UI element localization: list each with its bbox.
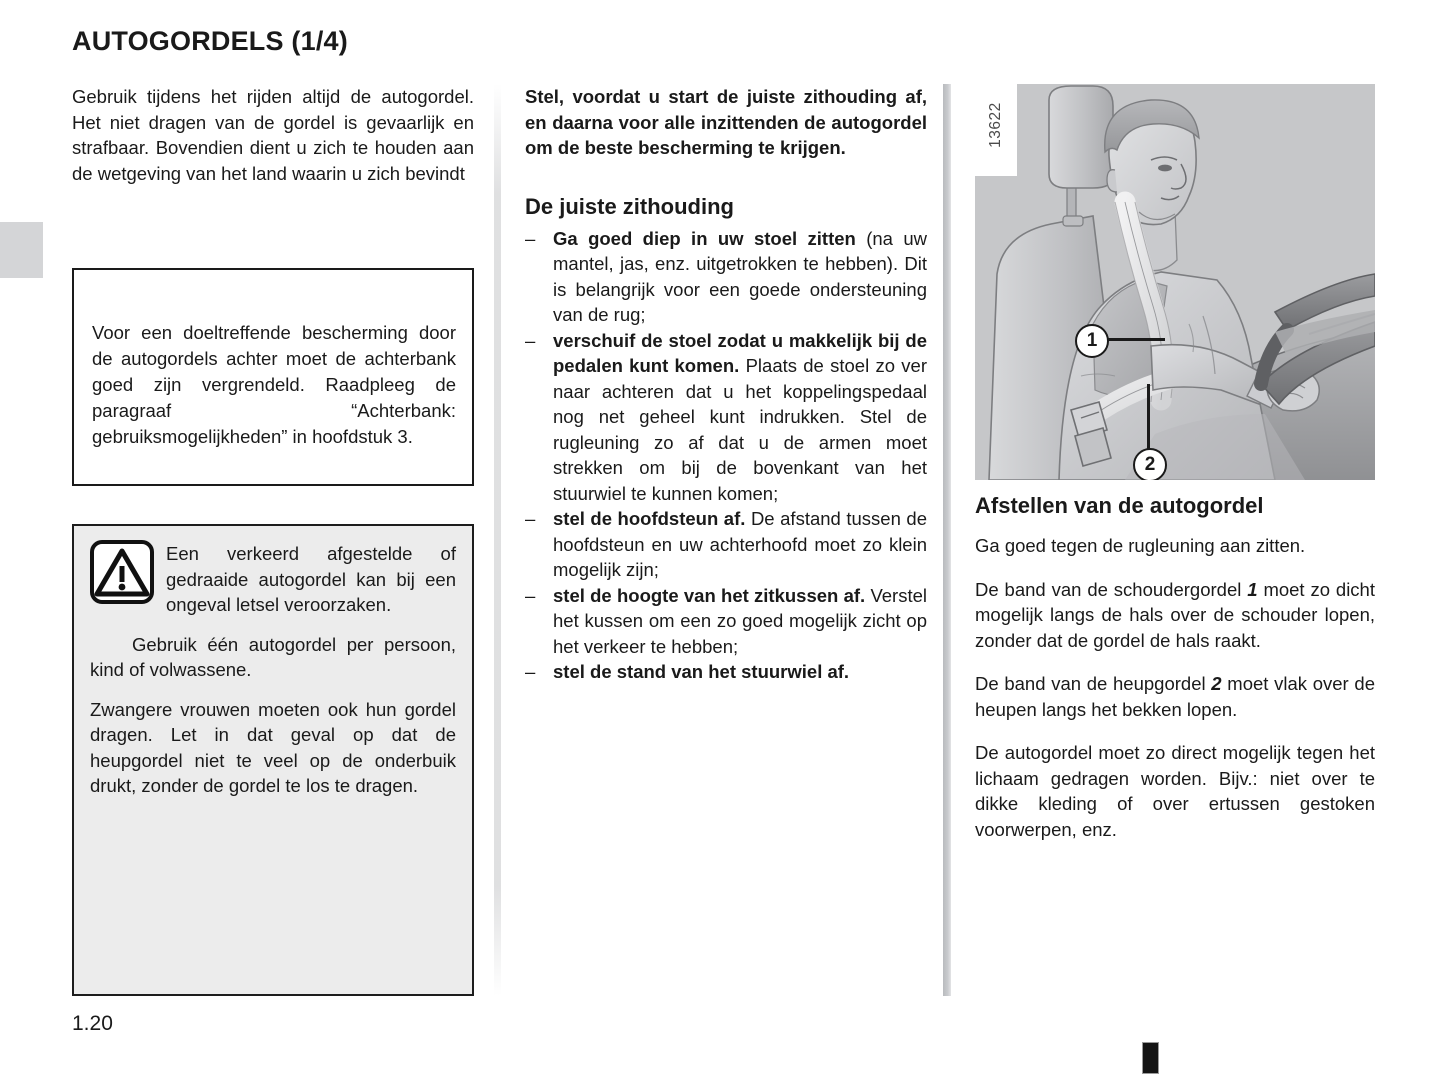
list-item-rest: (na uw mantel, jas, enz. uitgetrokken te hebben). Dit is belangrijk voor een goede ondersteuning van de rug; (553, 227, 927, 325)
callout-1: 1 (1075, 324, 1109, 358)
warning-paragraph-1: Een verkeerd afgestelde of gedraaide autogordel kan bij een ongeval letsel veroorzaken. (166, 543, 456, 615)
list-item-rest: Verstel het kussen om een zo goed mogelijk zicht op het verkeer te hebben; (553, 584, 928, 657)
list-dash: – (525, 329, 536, 351)
driver-wearing-seatbelt-illustration (975, 84, 1375, 480)
callout-2: 2 (1133, 448, 1167, 480)
lap-belt-reference: 2 (1211, 673, 1222, 694)
list-dash: – (525, 661, 536, 682)
column-two (525, 84, 927, 685)
heading-afstellen-autogordel: Afstellen van de autogordel (975, 493, 1264, 518)
note-box-text: Voor een doeltreffende bescherming door de autogordels achter moet de achterbank goed zijn vergrendeld. Raadpleeg de paragraaf “Achterbank: gebruiksmogelijkheden” in hoofdstuk 3. (92, 322, 456, 447)
callout-leader-line-1 (1105, 338, 1165, 341)
chapter-thumb-index-marker (1142, 1042, 1159, 1074)
illustration-id-text: 13622 (987, 102, 1004, 148)
column-one (72, 84, 474, 202)
column-divider-2 (943, 84, 951, 996)
page-title: AUTOGORDELS (1/4) (72, 26, 348, 56)
list-dash: – (525, 584, 536, 606)
callout-leader-line-2 (1147, 384, 1150, 450)
list-item-bold: stel de hoogte van het zitkussen af. (553, 584, 866, 606)
column-three-paragraph-4: De autogordel moet zo direct mogelijk tegen het lichaam gedragen worden. Bijv.: niet over te dikke kleding of over ertussen gestoken voorwerpen, enz. (975, 742, 1375, 840)
page-number: 1.20 (72, 1012, 113, 1035)
column-three-paragraph-1: Ga goed tegen de rugleuning aan zitten. (975, 535, 1306, 556)
column-three-paragraph-3 (975, 671, 1375, 722)
list-item-bold: stel de hoofdsteun af. (553, 508, 746, 529)
warning-paragraph-2: Gebruik één autogordel per persoon, kind of volwassene. (90, 633, 456, 680)
illustration-id-badge (975, 84, 1017, 176)
column-three-paragraph-2 (975, 577, 1375, 654)
list-item (525, 659, 927, 685)
illustration-artwork (975, 84, 1375, 480)
column-three (975, 492, 1375, 860)
list-item-bold: verschuif de stoel zodat u makkelijk bij de pedalen kunt komen. (553, 329, 927, 376)
column-two-intro: Stel, voordat u start de juiste zithouding af, en daarna voor alle inzittenden de autogordel om de beste bescherming te krijgen. (525, 86, 927, 158)
heading-juiste-zithouding: De juiste zithouding (525, 193, 734, 219)
list-item (525, 328, 927, 507)
paragraph-3-part-b: moet vlak over de heupen langs het bekken lopen. (975, 673, 1375, 720)
list-dash: – (525, 508, 536, 529)
list-item-bold: stel de stand van het stuurwiel af. (553, 661, 850, 682)
list-item-bold: Ga goed diep in uw stoel zitten (553, 227, 856, 249)
seating-position-list (525, 226, 927, 685)
list-item (525, 226, 927, 328)
paragraph-2-part-b: moet zo dicht mogelijk langs de hals over de schouder lopen, zonder dat de gordel de hals raakt. (975, 578, 1375, 651)
paragraph-3-part-a: De band van de heupgordel (975, 673, 1212, 694)
list-item (525, 506, 927, 583)
shoulder-belt-reference: 1 (1247, 578, 1258, 600)
warning-box (72, 524, 474, 996)
warning-paragraph-3: Zwangere vrouwen moeten ook hun gordel dragen. Let in dat geval op dat de heupgordel niet te veel op de onderbuik drukt, zonder de gordel te los te dragen. (90, 698, 456, 796)
list-item-rest: De afstand tussen de hoofdsteun en uw achterhoofd moet zo klein mogelijk zijn; (553, 508, 927, 580)
column-divider-1 (494, 84, 501, 996)
chapter-edge-tab (0, 222, 43, 278)
list-dash: – (525, 227, 536, 249)
paragraph-2-part-a: De band van de schoudergordel (975, 578, 1248, 600)
note-box (72, 268, 474, 486)
list-item (525, 583, 927, 660)
list-item-rest: Plaats de stoel zo ver naar achteren dat u het koppelingspedaal nog net geheel kunt indrukken. Stel de rugleuning zo af dat u de armen moet strekken om bij de bovenkant van het stuurwiel te kunnen komen; (553, 355, 927, 504)
warning-triangle-icon (90, 540, 154, 604)
intro-paragraph: Gebruik tijdens het rijden altijd de autogordel. Het niet dragen van de gordel is gevaarlijk en strafbaar. Bovendien dient u zich te houden aan de wetgeving van het land waarin u zich bevindt (72, 86, 474, 184)
